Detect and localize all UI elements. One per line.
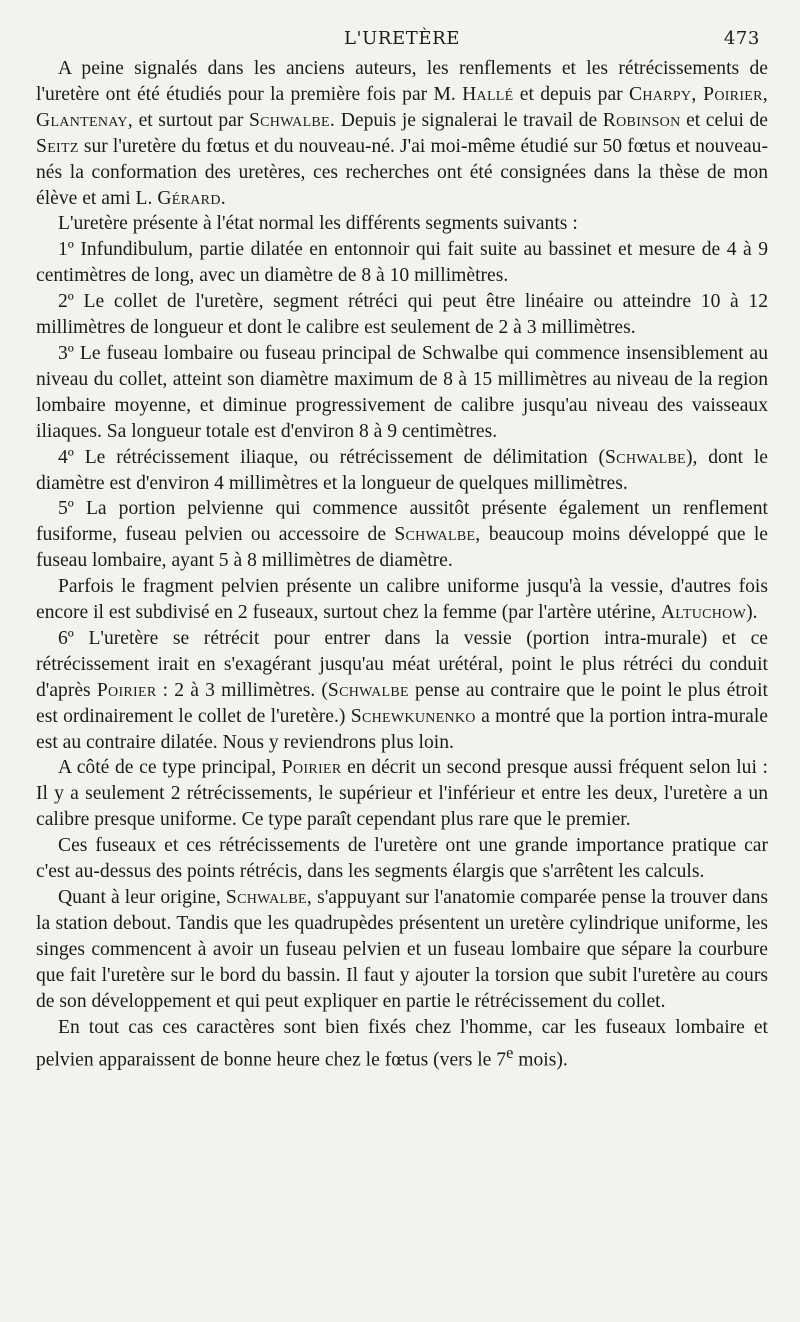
paragraph-pelvic-variant: Parfois le fragment pelvien présente un calibre uniforme jusqu'à la vessie, d'autres fois encore il est subdivisé en 2 fuseaux, surtout chez la femme (par l'artère utérine, Altuchow). (36, 576, 768, 624)
paragraph-origin: Quant à leur origine, Schwalbe, s'appuyant sur l'anatomie comparée pense la trouver dans la station debout. Tandis que les quadrupèdes présentent un uretère cylindrique uniforme, les singes commencent à avoir un fuseau pelvien et un fuseau lombaire que sépare la courbure que fait l'uretère sur le bord du bassin. Il faut y ajouter la torsion que subit l'uretère au cours de son développement et qui peut expliquer en partie le rétrécissement du collet. (36, 887, 768, 1012)
paragraph-conclusion: En tout cas ces caractères sont bien fixés chez l'homme, car les fuseaux lombaire et pelvien apparaissent de bonne heure chez le fœtus (vers le 7e mois). (36, 1016, 768, 1071)
author-name: Robinson (602, 109, 681, 131)
author-name: Schwalbe (327, 679, 409, 701)
author-name: Schwalbe. (248, 109, 336, 131)
running-title: L'URETÈRE (343, 28, 460, 49)
author-name: Schwalbe (604, 446, 686, 468)
author-name: Charpy, Poirier, Glantenay, (36, 83, 768, 131)
page-header (36, 26, 768, 56)
superscript: e (506, 1043, 514, 1063)
author-name: Gérard. (157, 187, 226, 209)
paragraph-importance: Ces fuseaux et ces rétrécissements de l'uretère ont une grande importance pratique car c'est au-dessus des points rétrécis, dans les segments élargis que s'arrêtent les calculs. (36, 835, 768, 883)
paragraph-segment-4: 4º Le rétrécissement iliaque, ou rétrécissement de délimitation (Schwalbe), dont le diamètre est d'environ 4 millimètres et la longueur de quelques millimètres. (36, 446, 769, 494)
author-name: Poirier (96, 679, 157, 701)
body-text (36, 56, 768, 1074)
paragraph-segments-intro: L'uretère présente à l'état normal les différents segments suivants : (58, 213, 578, 235)
author-name: Schewkunenko (350, 705, 476, 727)
paragraph-segment-6: 6º L'uretère se rétrécit pour entrer dans la vessie (portion intra-murale) et ce rétrécissement irait en s'exagérant jusqu'au méat urétéral, point le plus rétréci du conduit d'après Poirier : 2 à 3 millimètres. (Schwalbe pense au contraire que le point le plus étroit est ordinairement le collet de l'uretère.) Schewkunenko a montré que la portion intra-murale est au contraire dilatée. Nous y reviendrons plus loin. (36, 627, 768, 753)
paragraph-second-type: A côté de ce type principal, Poirier en décrit un second presque aussi fréquent selon lui : Il y a seulement 2 rétrécissements, le supérieur et l'inférieur et entre les deux, l'uretère a un calibre presque uniforme. Ce type paraît cependant plus rare que le premier. (36, 757, 768, 831)
author-name: Schwalbe, (225, 887, 313, 908)
author-name: Poirier (281, 757, 342, 779)
paragraph-segment-3: 3º Le fuseau lombaire ou fuseau principal de Schwalbe qui commence insensiblement au niveau du collet, atteint son diamètre maximum de 8 à 15 millimètres au niveau de la region lombaire moyenne, et diminue progressivement de calibre jusqu'au niveau des vaisseaux iliaques. Sa longueur totale est d'environ 8 à 9 centimètres. (36, 342, 768, 442)
author-name: Altuchow (660, 602, 747, 624)
author-name: Seitz (36, 135, 79, 157)
paragraph-segment-2: 2º Le collet de l'uretère, segment rétréci qui peut être linéaire ou atteindre 10 à 12 millimètres de longueur et dont le calibre est seulement de 2 à 3 millimètres. (36, 291, 768, 339)
page-number: 473 (723, 28, 760, 49)
paragraph-segment-1: 1º Infundibulum, partie dilatée en entonnoir qui fait suite au bassinet et mesure de 4 à 9 centimètres de long, avec un diamètre de 8 à 10 millimètres. (36, 239, 768, 287)
author-name: Schwalbe, (394, 524, 481, 546)
paragraph-segment-5: 5º La portion pelvienne qui commence aussitôt présente également un renflement fusiforme, fuseau pelvien ou accessoire de Schwalbe, beaucoup moins développé que le fuseau lombaire, ayant 5 à 8 millimètres de diamètre. (36, 498, 769, 572)
author-name: Hallé (462, 83, 514, 105)
paragraph-history: A peine signalés dans les anciens auteurs, les renflements et les rétrécissements de l'uretère ont été étudiés pour la première fois par M. Hallé et depuis par Charpy, Poirier, Glantenay, et surtout par Schwalbe. Depuis je signalerai le travail de Robinson et celui de Seitz sur l'uretère du fœtus et du nouveau-né. J'ai moi-même étudié sur 50 fœtus et nouveau-nés la conformation des uretères, ces recherches ont été consignées dans la thèse de mon élève et ami L. Gérard. (36, 58, 768, 209)
